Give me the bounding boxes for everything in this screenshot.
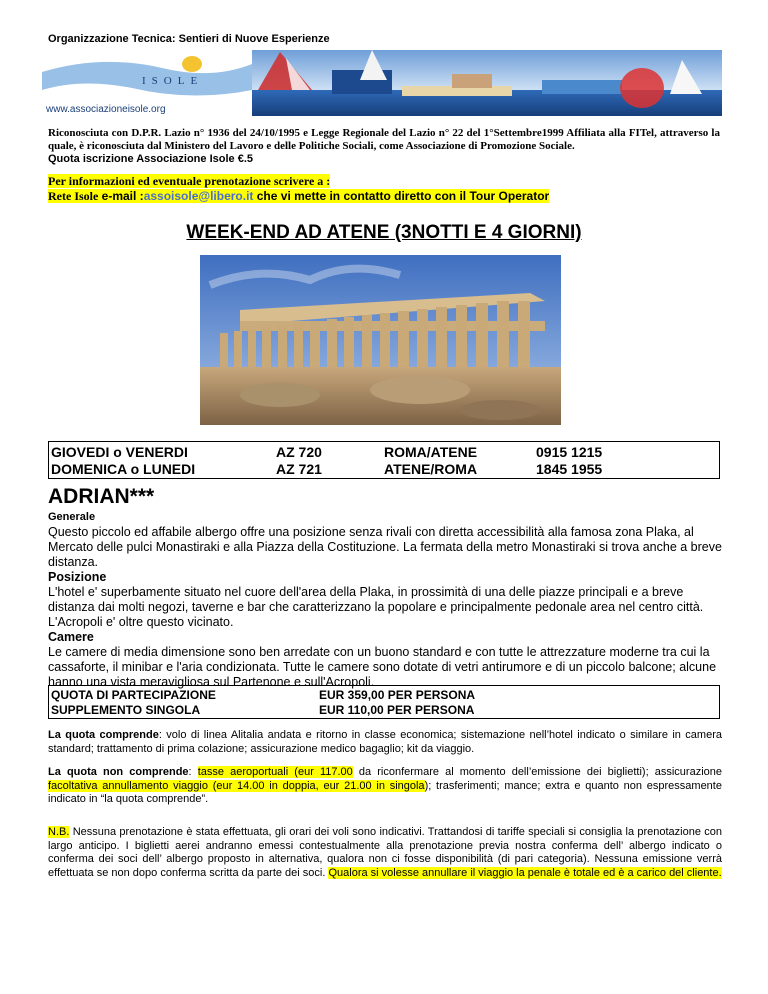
flight-times: 1845 1955 — [536, 461, 603, 477]
excludes-paragraph — [48, 766, 722, 807]
note-paragraph — [48, 826, 722, 880]
contact-suffix: che vi mette in contatto diretto con il Tour Operator — [253, 189, 550, 203]
price-label: SUPPLEMENTO SINGOLA — [51, 703, 201, 717]
banner-label: ISOLE — [142, 75, 204, 87]
contact-email-label: e-mail : — [98, 189, 144, 203]
association-banner — [42, 50, 722, 116]
note-label: N.B. — [48, 826, 70, 838]
section-heading: Posizione — [48, 570, 107, 584]
contact-prefix: Rete Isole — [48, 189, 99, 203]
flight-table — [48, 441, 720, 479]
hotel-description — [48, 510, 722, 690]
flight-number: AZ 720 — [276, 444, 322, 460]
section-heading: Generale — [48, 511, 96, 523]
membership-fee: Quota iscrizione Associazione Isole €.5 — [48, 153, 253, 165]
price-value: EUR 359,00 PER PERSONA — [319, 688, 476, 702]
legal-text: Riconosciuta con D.P.R. Lazio n° 1936 del 24/10/1995 e Legge Regionale del Lazio n° 22 del 1°Settembre1999 Affiliata alla FITel, attraverso la quale, è riconosciuta dal Ministero del Lavoro e delle Politiche Sociali, come Associazione di Promozione Sociale. — [48, 127, 720, 152]
section-text: Questo piccolo ed affabile albergo offre una posizione senza rivali con diretta accessibilità alla famosa zona Plaka, al Mercato delle pulci Monastiraki e alla Piazza della Costituzione. La fermata della metro Monastiraki si trova anche a breve distanza. — [48, 525, 722, 569]
section-text: L'hotel e' superbamente situato nel cuore dell'area della Plaka, in prossimità di una delle piazze principali e a breve distanza dai molti negozi, taverne e bar che caratterizzano la popolare e principalmente pedonale area nel centro città. L'Acropoli e' oltre questo vicinato. — [48, 585, 704, 629]
page-title-text: WEEK-END AD ATENE (3NOTTI E 4 GIORNI) — [186, 222, 582, 243]
contact-info — [48, 174, 549, 204]
includes-paragraph — [48, 729, 722, 756]
flight-days: DOMENICA o LUNEDI — [51, 461, 196, 477]
price-value: EUR 110,00 PER PERSONA — [319, 703, 475, 717]
flight-times: 0915 1215 — [536, 444, 603, 460]
excludes-separator: : — [188, 766, 198, 778]
flight-number: AZ 721 — [276, 461, 322, 477]
banner-url: www.associazioneisole.org — [46, 104, 166, 115]
parthenon-photo — [200, 255, 561, 425]
contact-line1: Per informazioni ed eventuale prenotazione scrivere a : — [48, 174, 331, 188]
section-heading: Camere — [48, 630, 94, 644]
page-title — [0, 222, 768, 244]
flight-days: GIOVEDI o VENERDI — [51, 444, 188, 460]
excludes-highlight: tasse aeroportuali (eur 117.00 — [197, 766, 353, 778]
flight-route: ATENE/ROMA — [384, 461, 478, 477]
includes-label: La quota comprende — [48, 729, 159, 741]
includes-text: : volo di linea Alitalia andata e ritorno in classe economica; sistemazione nell’hotel indicato o similare in camera standard; trattamento di prima colazione; assicurazione medico bagaglio; kit da viaggio. — [48, 729, 722, 755]
excludes-label: La quota non comprende — [48, 766, 189, 778]
legal-notice — [48, 127, 720, 166]
hotel-name: ADRIAN*** — [48, 485, 155, 508]
price-label: QUOTA DI PARTECIPAZIONE — [51, 688, 216, 702]
note-highlight: Qualora si volesse annullare il viaggio la penale è totale ed è a carico del cliente. — [328, 866, 722, 879]
note-text: Nessuna prenotazione è stata effettuata, gli orari dei voli sono indicativi. Trattandosi di tariffe speciali si consiglia la prenotazione con largo anticipo. I biglietti aerei andranno emessi contestualmente alla prenotazione previa nostra conferma dell’ albergo indicato o conferma dei soci dell’ albergo proposto in alternativa, qualora non ci fosse disponibilità (di pari categoria). Nessuna emissione verrà effettuata se non dopo conferma scritta da parte dei soci. — [48, 826, 722, 879]
excludes-highlight: facoltativa annullamento viaggio (eur 14.00 in doppia, eur 21.00 in singola — [48, 779, 425, 792]
section-text: Le camere di media dimensione sono ben arredate con un buono standard e con tutte le attrezzature moderne tra cui la cassaforte, il minibar e l'aria condizionata. Tutte le camere sono dotate di vetri antirumore e di un piccolo balcone; alcune hanno una vista meravigliosa sul Partenone e sull'Acropoli. — [48, 645, 717, 689]
contact-email-link[interactable]: assoisole@libero.it — [143, 189, 254, 203]
excludes-text: ); trasferimenti; mance; extra e quanto non espressamente indicato in “la quota comprende”. — [48, 779, 722, 805]
price-table — [48, 685, 720, 719]
excludes-text: da riconfermare al momento dell’emissione dei biglietti); assicurazione — [352, 766, 722, 778]
flight-route: ROMA/ATENE — [384, 444, 478, 460]
organization-heading: Organizzazione Tecnica: Sentieri di Nuove Esperienze — [48, 33, 330, 45]
